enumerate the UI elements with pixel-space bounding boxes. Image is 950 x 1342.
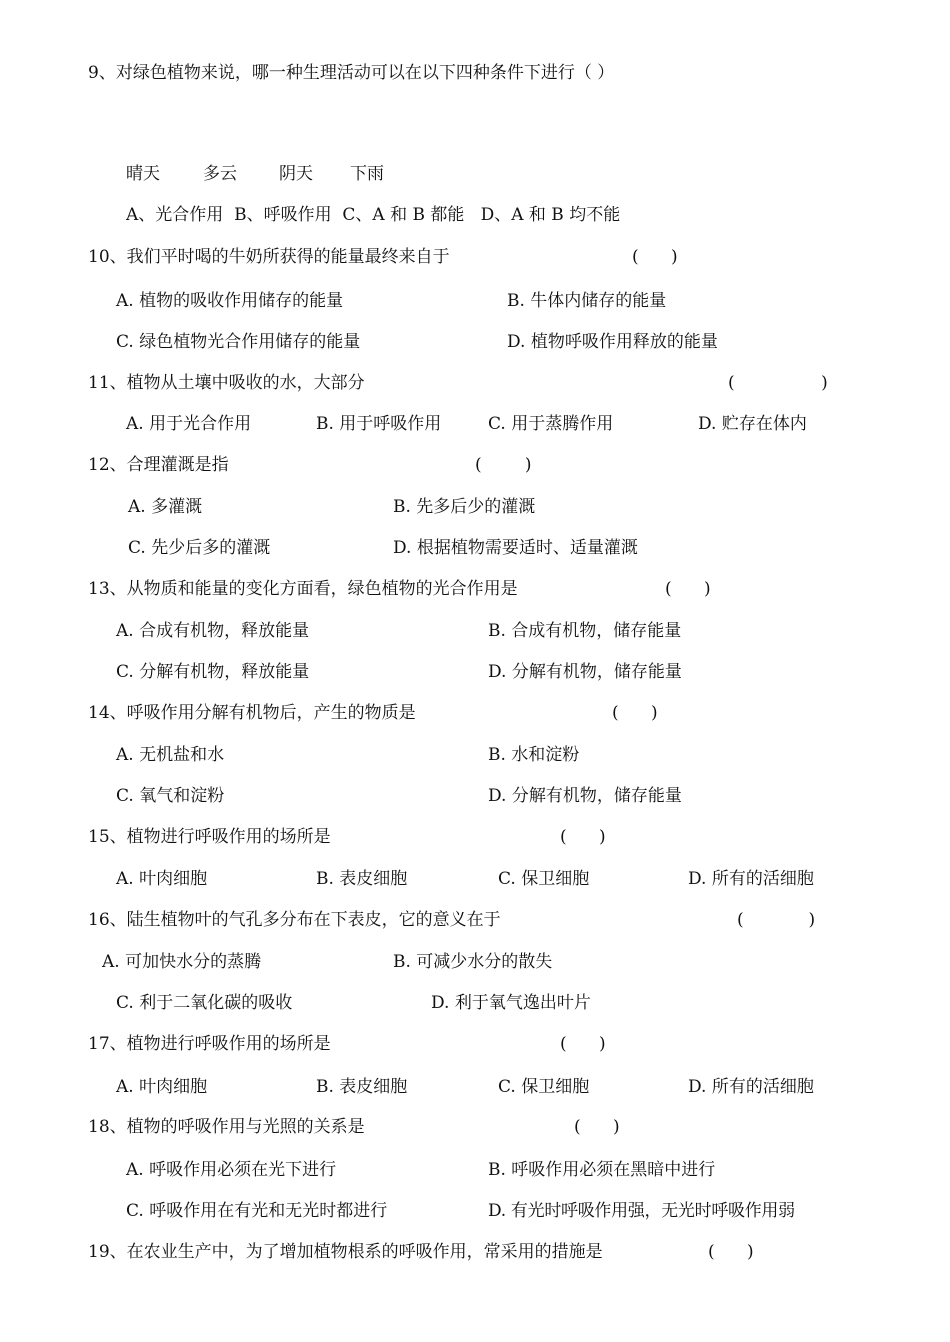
q10-option-d: D. 植物呼吸作用释放的能量 [507, 332, 718, 352]
question-18-stem: 18、植物的呼吸作用与光照的关系是 [88, 1117, 365, 1137]
question-13-stem: 13、从物质和能量的变化方面看，绿色植物的光合作用是 [88, 579, 518, 599]
q12-option-a: A. 多灌溉 [128, 497, 203, 517]
q17-option-d: D. 所有的活细胞 [688, 1077, 814, 1097]
q15-option-d: D. 所有的活细胞 [688, 869, 814, 889]
q15-option-a: A. 叶肉细胞 [116, 869, 208, 889]
q11-option-a: A. 用于光合作用 [126, 414, 252, 434]
q15-option-c: C. 保卫细胞 [498, 869, 590, 889]
q10-option-a: A. 植物的吸收作用储存的能量 [116, 291, 344, 311]
question-17-stem: 17、植物进行呼吸作用的场所是 [88, 1034, 331, 1054]
q9-condition-overcast: 阴天 [279, 164, 313, 184]
q13-option-d: D. 分解有机物，储存能量 [488, 662, 682, 682]
question-11-answer-blank: ( ) [728, 373, 828, 393]
q18-option-b: B. 呼吸作用必须在黑暗中进行 [488, 1160, 716, 1180]
question-17-answer-blank: ( ) [560, 1034, 606, 1054]
question-16-stem: 16、陆生植物叶的气孔多分布在下表皮，它的意义在于 [88, 910, 501, 930]
question-19-stem: 19、在农业生产中，为了增加植物根系的呼吸作用，常采用的措施是 [88, 1242, 603, 1262]
q12-option-c: C. 先少后多的灌溉 [128, 538, 271, 558]
question-10-answer-blank: ( ) [632, 247, 678, 267]
q13-option-b: B. 合成有机物，储存能量 [488, 621, 682, 641]
q13-option-c: C. 分解有机物，释放能量 [116, 662, 310, 682]
q9-condition-sunny: 晴天 [126, 164, 160, 184]
q16-option-d: D. 利于氧气逸出叶片 [431, 993, 591, 1013]
question-19-answer-blank: ( ) [708, 1242, 754, 1262]
question-11-stem: 11、植物从土壤中吸收的水，大部分 [88, 373, 365, 393]
q17-option-c: C. 保卫细胞 [498, 1077, 590, 1097]
question-14-answer-blank: ( ) [612, 703, 658, 723]
question-12-answer-blank: ( ) [475, 455, 532, 475]
q18-option-d: D. 有光时呼吸作用强，无光时呼吸作用弱 [488, 1201, 795, 1221]
q18-option-a: A. 呼吸作用必须在光下进行 [126, 1160, 337, 1180]
q10-option-b: B. 牛体内储存的能量 [507, 291, 667, 311]
question-9-stem: 9、对绿色植物来说，哪一种生理活动可以在以下四种条件下进行（ ） [88, 63, 615, 83]
q11-option-c: C. 用于蒸腾作用 [488, 414, 614, 434]
q13-option-a: A. 合成有机物，释放能量 [116, 621, 310, 641]
q11-option-d: D. 贮存在体内 [698, 414, 807, 434]
question-9-options: A、光合作用 B、呼吸作用 C、A 和 B 都能 D、A 和 B 均不能 [126, 205, 621, 225]
q10-option-c: C. 绿色植物光合作用储存的能量 [116, 332, 361, 352]
q12-option-b: B. 先多后少的灌溉 [393, 497, 536, 517]
q15-option-b: B. 表皮细胞 [316, 869, 408, 889]
q16-option-a: A. 可加快水分的蒸腾 [102, 952, 262, 972]
question-10-stem: 10、我们平时喝的牛奶所获得的能量最终来自于 [88, 247, 450, 267]
question-14-stem: 14、呼吸作用分解有机物后，产生的物质是 [88, 703, 416, 723]
q9-condition-rain: 下雨 [350, 164, 384, 184]
q18-option-c: C. 呼吸作用在有光和无光时都进行 [126, 1201, 388, 1221]
question-15-stem: 15、植物进行呼吸作用的场所是 [88, 827, 331, 847]
q16-option-c: C. 利于二氧化碳的吸收 [116, 993, 293, 1013]
question-15-answer-blank: ( ) [560, 827, 606, 847]
q14-option-c: C. 氧气和淀粉 [116, 786, 225, 806]
q14-option-d: D. 分解有机物，储存能量 [488, 786, 682, 806]
question-18-answer-blank: ( ) [574, 1117, 620, 1137]
q11-option-b: B. 用于呼吸作用 [316, 414, 442, 434]
q9-condition-cloudy: 多云 [203, 164, 237, 184]
q16-option-b: B. 可减少水分的散失 [393, 952, 553, 972]
question-13-answer-blank: ( ) [665, 579, 711, 599]
q14-option-b: B. 水和淀粉 [488, 745, 580, 765]
q17-option-b: B. 表皮细胞 [316, 1077, 408, 1097]
question-12-stem: 12、合理灌溉是指 [88, 455, 229, 475]
q14-option-a: A. 无机盐和水 [116, 745, 225, 765]
q12-option-d: D. 根据植物需要适时、适量灌溉 [393, 538, 638, 558]
q17-option-a: A. 叶肉细胞 [116, 1077, 208, 1097]
question-16-answer-blank: ( ) [737, 910, 816, 930]
